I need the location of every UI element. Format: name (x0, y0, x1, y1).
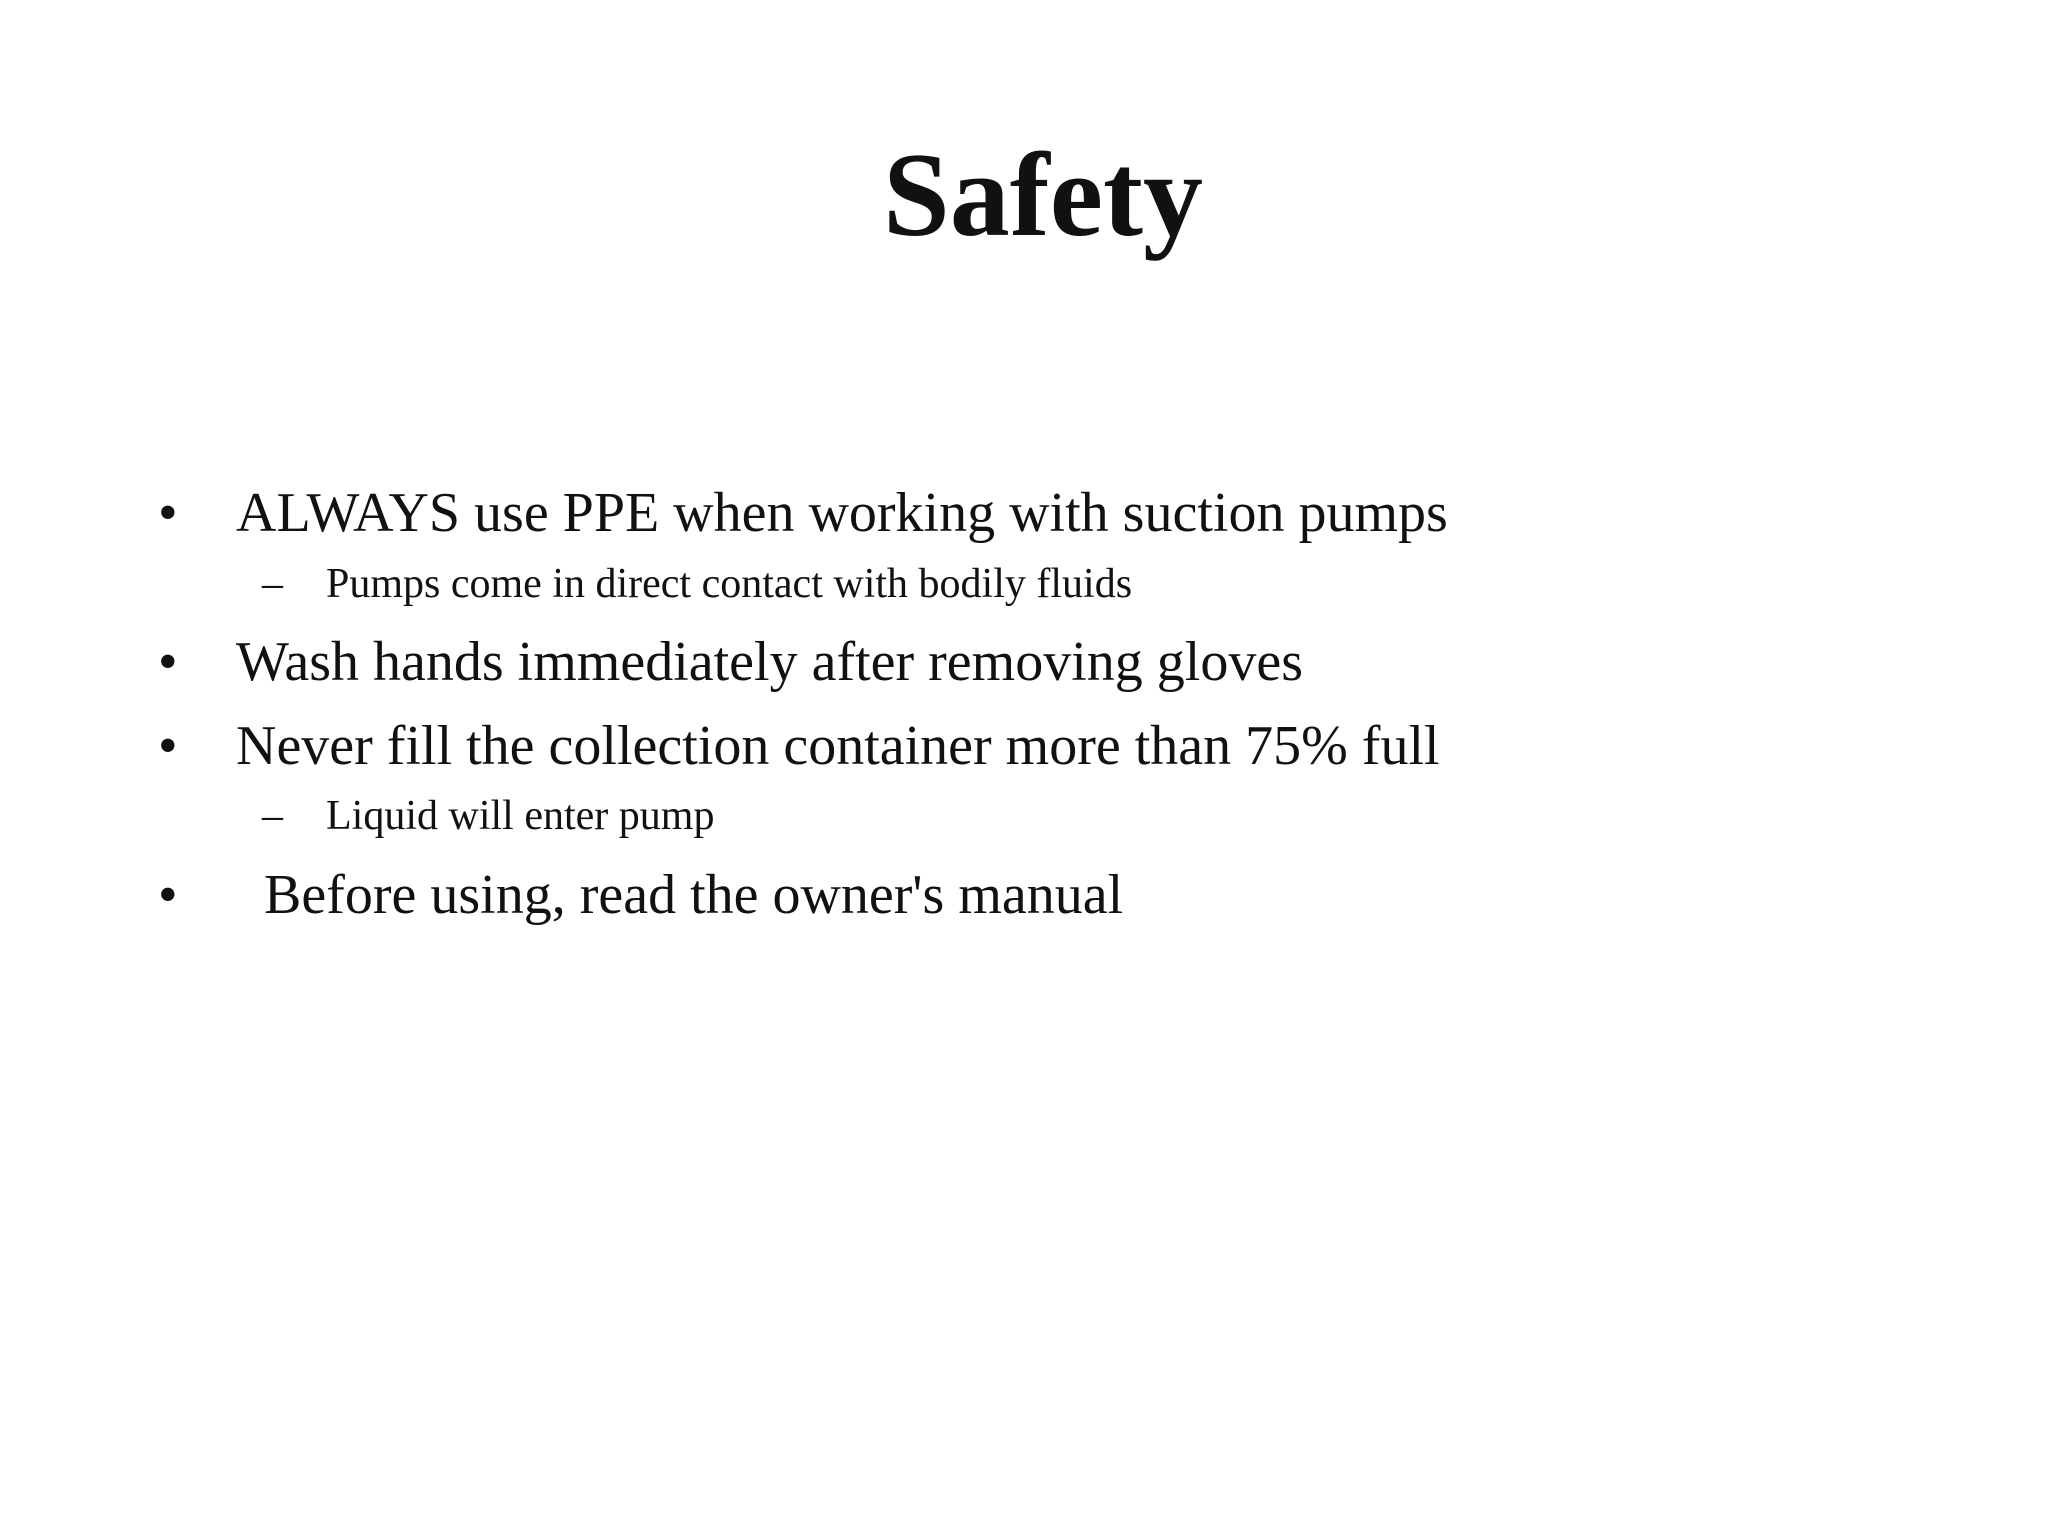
bullet-text: ALWAYS use PPE when working with suction pumps (236, 482, 1448, 544)
bullet-icon: • (158, 715, 178, 777)
bullet-text: Never fill the collection container more than 75% full (236, 715, 1440, 777)
bullet-icon: • (158, 631, 178, 693)
sub-bullet-text: Pumps come in direct contact with bodily fluids (326, 561, 1133, 607)
sub-bullet-icon: – (262, 793, 283, 839)
sub-bullet-icon: – (262, 561, 283, 607)
bullet-text: Wash hands immediately after removing gloves (236, 631, 1303, 693)
slide-title: Safety (883, 128, 1203, 261)
bullet-text: Before using, read the owner's manual (264, 864, 1124, 926)
sub-bullet-text: Liquid will enter pump (326, 793, 715, 839)
bullet-icon: • (158, 864, 178, 926)
bullet-icon: • (158, 482, 178, 544)
